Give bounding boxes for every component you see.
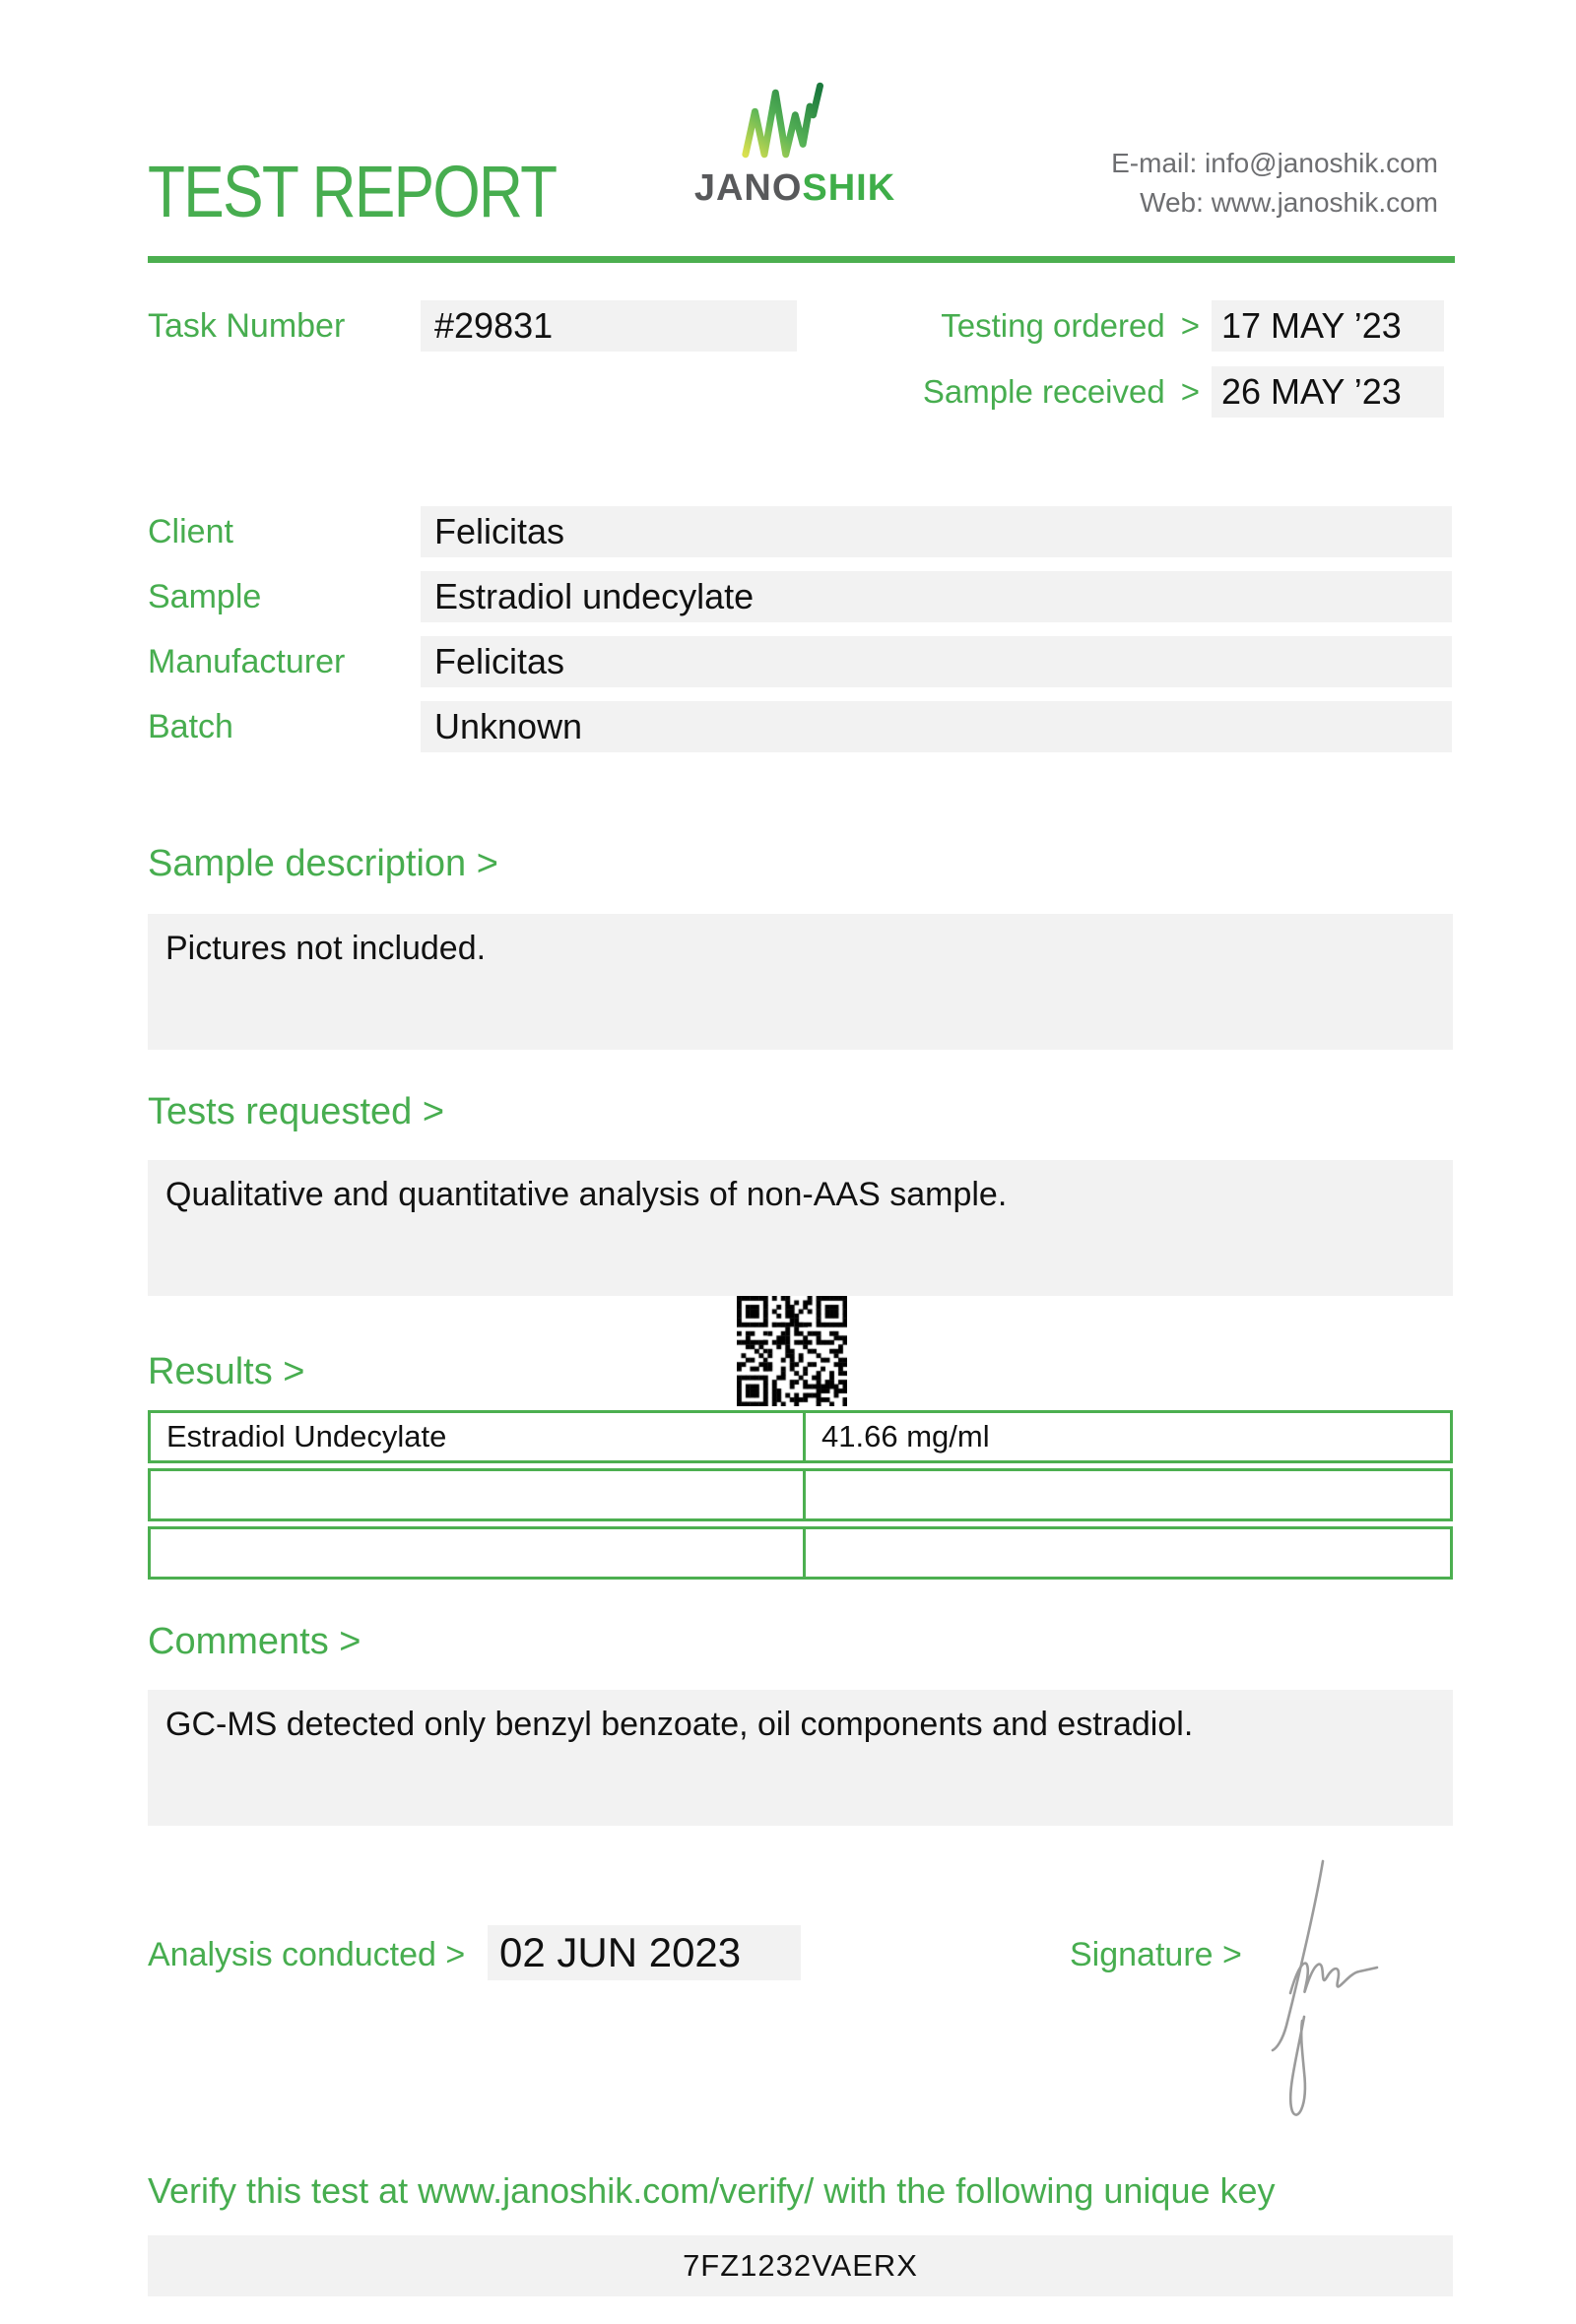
contact-email: E-mail: info@janoshik.com bbox=[1111, 148, 1438, 178]
verify-instruction: Verify this test at www.janoshik.com/verify/ with the following unique key bbox=[148, 2170, 1276, 2211]
results-table bbox=[148, 1410, 1453, 1580]
tests-requested-heading: Tests requested > bbox=[148, 1091, 445, 1132]
testing-ordered-value: 17 MAY ’23 bbox=[1212, 300, 1444, 352]
sample-received-label: Sample received > bbox=[922, 373, 1200, 410]
batch-label: Batch bbox=[148, 708, 233, 745]
analysis-conducted-label: Analysis conducted > bbox=[148, 1936, 466, 1973]
batch-value: Unknown bbox=[421, 701, 1452, 752]
manufacturer-value: Felicitas bbox=[421, 636, 1452, 687]
testing-ordered-label: Testing ordered > bbox=[941, 307, 1200, 344]
result-analyte: Estradiol Undecylate bbox=[151, 1413, 806, 1460]
header-divider bbox=[148, 256, 1455, 263]
contact-web: Web: www.janoshik.com bbox=[1140, 187, 1438, 218]
page-title: TEST REPORT bbox=[148, 151, 557, 232]
sample-label: Sample bbox=[148, 578, 262, 615]
result-analyte bbox=[151, 1471, 806, 1518]
sample-description-box: Pictures not included. bbox=[148, 914, 1453, 1050]
task-number-value: #29831 bbox=[421, 300, 797, 352]
chevron-right-icon: > bbox=[1180, 373, 1200, 410]
logo-word-dark: JANO bbox=[693, 167, 803, 209]
client-value: Felicitas bbox=[421, 506, 1452, 557]
signature-label: Signature > bbox=[1070, 1936, 1242, 1973]
result-value: 41.66 mg/ml bbox=[821, 1419, 990, 1453]
task-number-label: Task Number bbox=[148, 307, 346, 345]
sample-description-heading: Sample description > bbox=[148, 843, 498, 884]
verify-key-value: 7FZ1232VAERX bbox=[148, 2235, 1453, 2296]
chevron-right-icon: > bbox=[1180, 307, 1200, 344]
result-value bbox=[806, 1471, 1450, 1518]
sample-received-value: 26 MAY ’23 bbox=[1212, 366, 1444, 418]
manufacturer-label: Manufacturer bbox=[148, 643, 346, 680]
comments-heading: Comments > bbox=[148, 1621, 361, 1662]
logo-word-green: SHIK bbox=[802, 167, 896, 209]
comments-box: GC-MS detected only benzyl benzoate, oil components and estradiol. bbox=[148, 1690, 1453, 1826]
handwritten-signature bbox=[1261, 1824, 1438, 2129]
results-heading: Results > bbox=[148, 1351, 305, 1392]
table-row bbox=[148, 1468, 1453, 1521]
sample-value: Estradiol undecylate bbox=[421, 571, 1452, 622]
qr-code bbox=[737, 1296, 847, 1406]
result-value bbox=[806, 1529, 1450, 1577]
tests-requested-box: Qualitative and quantitative analysis of non-AAS sample. bbox=[148, 1160, 1453, 1296]
result-analyte bbox=[151, 1529, 806, 1577]
client-label: Client bbox=[148, 513, 233, 550]
table-row bbox=[148, 1410, 1453, 1463]
analysis-date-value: 02 JUN 2023 bbox=[488, 1925, 801, 1980]
contact-block bbox=[1111, 144, 1438, 223]
trend-chart-logo-icon bbox=[737, 81, 831, 160]
logo-wordmark bbox=[678, 167, 912, 210]
table-row bbox=[148, 1526, 1453, 1580]
